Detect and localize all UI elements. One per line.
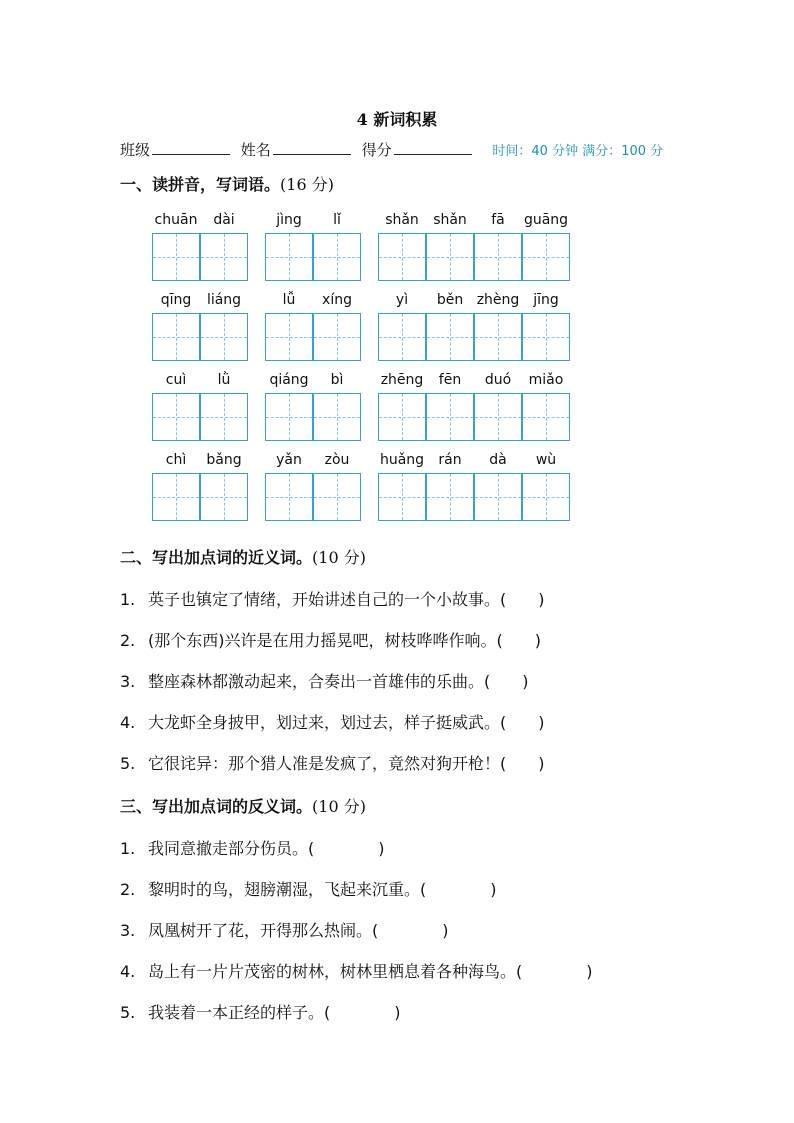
- writing-box[interactable]: [378, 233, 426, 281]
- pinyin-label: lǚ: [282, 292, 296, 308]
- guide-line-horizontal: [314, 417, 360, 418]
- writing-box[interactable]: [474, 393, 522, 441]
- question-number: 2.: [120, 631, 136, 650]
- section1-title: [120, 172, 334, 195]
- guide-line-horizontal: [475, 497, 521, 498]
- pinyin-label: xíng: [322, 292, 352, 308]
- writing-box[interactable]: [378, 313, 426, 361]
- writing-box[interactable]: [378, 393, 426, 441]
- writing-box[interactable]: [152, 393, 200, 441]
- writing-box[interactable]: [313, 313, 361, 361]
- pinyin-label: chuān: [154, 212, 198, 228]
- pinyin-label: shǎn: [385, 212, 419, 228]
- section2-question-5: [120, 751, 545, 774]
- pinyin-label: liáng: [206, 292, 242, 308]
- question-text: 黎明时的鸟，翅膀潮湿，飞起来沉重。( ): [148, 880, 497, 899]
- guide-line-horizontal: [427, 257, 473, 258]
- pinyin-row: [152, 452, 582, 532]
- pinyin-label: guāng: [523, 212, 569, 228]
- guide-line-horizontal: [153, 417, 199, 418]
- pinyin-label: dà: [489, 452, 507, 468]
- class-field[interactable]: [152, 140, 230, 155]
- guide-line-horizontal: [379, 337, 425, 338]
- writing-box[interactable]: [313, 393, 361, 441]
- writing-box[interactable]: [426, 313, 474, 361]
- pinyin-label: lǐ: [333, 212, 341, 228]
- writing-box[interactable]: [152, 233, 200, 281]
- question-number: 1.: [120, 590, 136, 609]
- pinyin-label: dài: [213, 212, 235, 228]
- question-number: 3.: [120, 672, 136, 691]
- pinyin-label: lǜ: [217, 372, 231, 388]
- section3-question-2: [120, 877, 497, 900]
- writing-box[interactable]: [474, 473, 522, 521]
- guide-line-horizontal: [475, 257, 521, 258]
- guide-line-horizontal: [201, 497, 247, 498]
- pinyin-label: fā: [491, 212, 505, 228]
- section3-title: [120, 794, 366, 817]
- pinyin-row: [152, 212, 582, 292]
- section1-points: (16 分): [280, 175, 334, 194]
- guide-line-horizontal: [153, 497, 199, 498]
- guide-line-horizontal: [427, 417, 473, 418]
- pinyin-label: zhēng: [380, 372, 424, 388]
- guide-line-horizontal: [266, 257, 312, 258]
- section2-question-1: [120, 587, 545, 610]
- section2-title: [120, 545, 366, 568]
- guide-line-horizontal: [523, 257, 569, 258]
- pinyin-label: yì: [395, 292, 409, 308]
- writing-box[interactable]: [265, 313, 313, 361]
- writing-box[interactable]: [200, 313, 248, 361]
- name-label: 姓名: [240, 141, 271, 159]
- question-number: 1.: [120, 839, 136, 858]
- pinyin-label: huǎng: [379, 452, 425, 468]
- time-score-info: 时间：40 分钟 满分：100 分: [492, 144, 664, 159]
- writing-box[interactable]: [522, 233, 570, 281]
- question-number: 5.: [120, 1003, 136, 1022]
- guide-line-horizontal: [266, 337, 312, 338]
- section3-question-4: [120, 959, 593, 982]
- question-text: 我同意撤走部分伤员。( ): [148, 839, 385, 858]
- pinyin-label: qīng: [160, 292, 192, 308]
- writing-box[interactable]: [313, 473, 361, 521]
- question-text: 凤凰树开了花，开得那么热闹。( ): [148, 921, 449, 940]
- writing-box[interactable]: [522, 473, 570, 521]
- guide-line-horizontal: [523, 417, 569, 418]
- question-number: 2.: [120, 880, 136, 899]
- writing-box[interactable]: [522, 393, 570, 441]
- page-title: 4 新词积累: [356, 110, 438, 129]
- section2-title-text: 二、写出加点词的近义词。: [120, 548, 313, 567]
- writing-box[interactable]: [474, 313, 522, 361]
- pinyin-label: bì: [330, 372, 344, 388]
- writing-box[interactable]: [152, 313, 200, 361]
- writing-box[interactable]: [378, 473, 426, 521]
- guide-line-horizontal: [153, 337, 199, 338]
- question-text: 英子也镇定了情绪，开始讲述自己的一个小故事。( ): [148, 590, 545, 609]
- question-number: 4.: [120, 962, 136, 981]
- pinyin-label: duó: [484, 372, 512, 388]
- guide-line-horizontal: [475, 417, 521, 418]
- writing-box[interactable]: [426, 393, 474, 441]
- pinyin-label: jìng: [276, 212, 302, 228]
- guide-line-horizontal: [475, 337, 521, 338]
- writing-box[interactable]: [313, 233, 361, 281]
- pinyin-label: běn: [436, 292, 464, 308]
- guide-line-horizontal: [201, 337, 247, 338]
- section2-question-2: [120, 628, 541, 651]
- section1-title-text: 一、读拼音，写词语。: [120, 175, 281, 194]
- pinyin-label: cuì: [165, 372, 187, 388]
- guide-line-horizontal: [201, 257, 247, 258]
- name-field[interactable]: [273, 140, 351, 155]
- pinyin-label: shǎn: [433, 212, 467, 228]
- pinyin-label: jīng: [533, 292, 559, 308]
- pinyin-label: rán: [438, 452, 462, 468]
- section2-question-3: [120, 669, 529, 692]
- section3-question-3: [120, 918, 449, 941]
- question-text: 岛上有一片片茂密的树林，树林里栖息着各种海鸟。( ): [148, 962, 593, 981]
- writing-box[interactable]: [522, 313, 570, 361]
- question-text: 整座森林都激动起来，合奏出一首雄伟的乐曲。( ): [148, 672, 529, 691]
- pinyin-label: miǎo: [528, 372, 564, 388]
- guide-line-horizontal: [314, 257, 360, 258]
- guide-line-horizontal: [266, 417, 312, 418]
- pinyin-label: zòu: [324, 452, 350, 468]
- section3-question-1: [120, 836, 385, 859]
- section2-question-4: [120, 710, 545, 733]
- student-info-line: [120, 139, 663, 160]
- pinyin-row: [152, 372, 582, 452]
- writing-box[interactable]: [265, 233, 313, 281]
- writing-box[interactable]: [200, 473, 248, 521]
- question-text: 它很诧异：那个猎人准是发疯了，竟然对狗开枪！( ): [148, 754, 545, 773]
- guide-line-horizontal: [379, 417, 425, 418]
- section2-points: (10 分): [312, 548, 366, 567]
- pinyin-label: fēn: [438, 372, 462, 388]
- guide-line-horizontal: [427, 337, 473, 338]
- section3-title-text: 三、写出加点词的反义词。: [120, 797, 313, 816]
- question-text: (那个东西)兴许是在用力摇晃吧，树枝哗哗作响。( ): [148, 631, 541, 650]
- guide-line-horizontal: [314, 497, 360, 498]
- guide-line-horizontal: [379, 257, 425, 258]
- writing-box[interactable]: [265, 393, 313, 441]
- question-text: 我装着一本正经的样子。( ): [148, 1003, 401, 1022]
- question-number: 5.: [120, 754, 136, 773]
- question-text: 大龙虾全身披甲，划过来，划过去，样子挺威武。( ): [148, 713, 545, 732]
- writing-box[interactable]: [426, 233, 474, 281]
- writing-box[interactable]: [265, 473, 313, 521]
- guide-line-horizontal: [523, 337, 569, 338]
- writing-box[interactable]: [200, 393, 248, 441]
- pinyin-label: wù: [535, 452, 557, 468]
- question-number: 3.: [120, 921, 136, 940]
- writing-box[interactable]: [200, 233, 248, 281]
- writing-box[interactable]: [152, 473, 200, 521]
- pinyin-label: bǎng: [206, 452, 242, 468]
- class-label: 班级: [120, 141, 151, 159]
- guide-line-horizontal: [266, 497, 312, 498]
- guide-line-horizontal: [314, 337, 360, 338]
- writing-box[interactable]: [426, 473, 474, 521]
- pinyin-label: chì: [165, 452, 187, 468]
- pinyin-label: yǎn: [276, 452, 302, 468]
- pinyin-label: zhèng: [476, 292, 520, 308]
- score-label: 得分: [361, 141, 392, 159]
- pinyin-row: [152, 292, 582, 372]
- section3-question-5: [120, 1000, 401, 1023]
- writing-box[interactable]: [474, 233, 522, 281]
- guide-line-horizontal: [379, 497, 425, 498]
- pinyin-label: qiáng: [269, 372, 309, 388]
- section3-points: (10 分): [312, 797, 366, 816]
- question-number: 4.: [120, 713, 136, 732]
- guide-line-horizontal: [201, 417, 247, 418]
- score-field[interactable]: [394, 140, 472, 155]
- guide-line-horizontal: [153, 257, 199, 258]
- guide-line-horizontal: [523, 497, 569, 498]
- guide-line-horizontal: [427, 497, 473, 498]
